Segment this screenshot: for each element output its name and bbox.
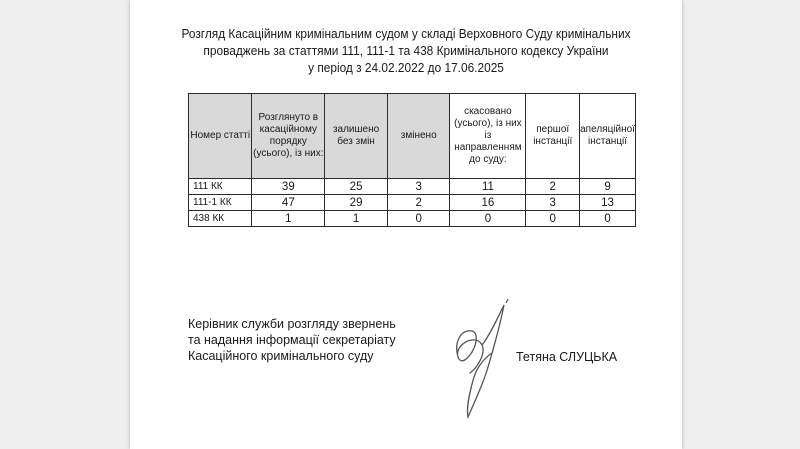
cell-unchanged: 1 — [325, 211, 388, 227]
document-page — [130, 0, 682, 449]
cell-appeal-instance: 0 — [580, 211, 636, 227]
title-line: Розгляд Касаційним кримінальним судом у складі Верховного Суду кримінальних — [181, 27, 631, 41]
table-header-row — [189, 94, 636, 179]
row-label: 111 КК — [189, 179, 252, 195]
cell-changed: 2 — [387, 195, 450, 211]
title-line: проваджень за статтями 111, 111-1 та 438 Кримінального кодексу України — [203, 44, 609, 58]
cell-reviewed: 1 — [252, 211, 325, 227]
cell-reviewed: 47 — [252, 195, 325, 211]
table-row — [189, 211, 636, 227]
cell-cancelled: 11 — [450, 179, 526, 195]
header-article-number: Номер статті — [189, 94, 252, 179]
cell-appeal-instance: 9 — [580, 179, 636, 195]
position-line: Керівник служби розгляду звернень — [188, 317, 396, 331]
cell-reviewed: 39 — [252, 179, 325, 195]
header-left-unchanged: залишено без змін — [325, 94, 388, 179]
table-row — [189, 195, 636, 211]
cell-first-instance: 0 — [526, 211, 580, 227]
header-cancelled-total: скасовано (усього), із них із направленням до суду: — [450, 94, 526, 179]
header-first-instance: першої інстанції — [526, 94, 580, 179]
handwritten-signature — [420, 295, 520, 425]
header-appeal-instance: апеляційної інстанції — [580, 94, 636, 179]
header-reviewed-total: Розглянуто в касаційному порядку (усього), із них: — [252, 94, 325, 179]
row-label: 111-1 КК — [189, 195, 252, 211]
cell-cancelled: 16 — [450, 195, 526, 211]
cell-unchanged: 25 — [325, 179, 388, 195]
signatory-position — [188, 316, 396, 364]
cell-first-instance: 3 — [526, 195, 580, 211]
header-changed: змінено — [387, 94, 450, 179]
row-label: 438 КК — [189, 211, 252, 227]
cell-appeal-instance: 13 — [580, 195, 636, 211]
title-line: у період з 24.02.2022 до 17.06.2025 — [308, 61, 504, 75]
cell-first-instance: 2 — [526, 179, 580, 195]
cell-changed: 3 — [387, 179, 450, 195]
position-line: та надання інформації секретаріату — [188, 333, 396, 347]
cell-cancelled: 0 — [450, 211, 526, 227]
table-row — [189, 179, 636, 195]
statistics-table — [188, 93, 636, 227]
cell-unchanged: 29 — [325, 195, 388, 211]
position-line: Касаційного кримінального суду — [188, 349, 374, 363]
document-title — [144, 26, 668, 77]
cell-changed: 0 — [387, 211, 450, 227]
signatory-name: Тетяна СЛУЦЬКА — [516, 350, 618, 364]
